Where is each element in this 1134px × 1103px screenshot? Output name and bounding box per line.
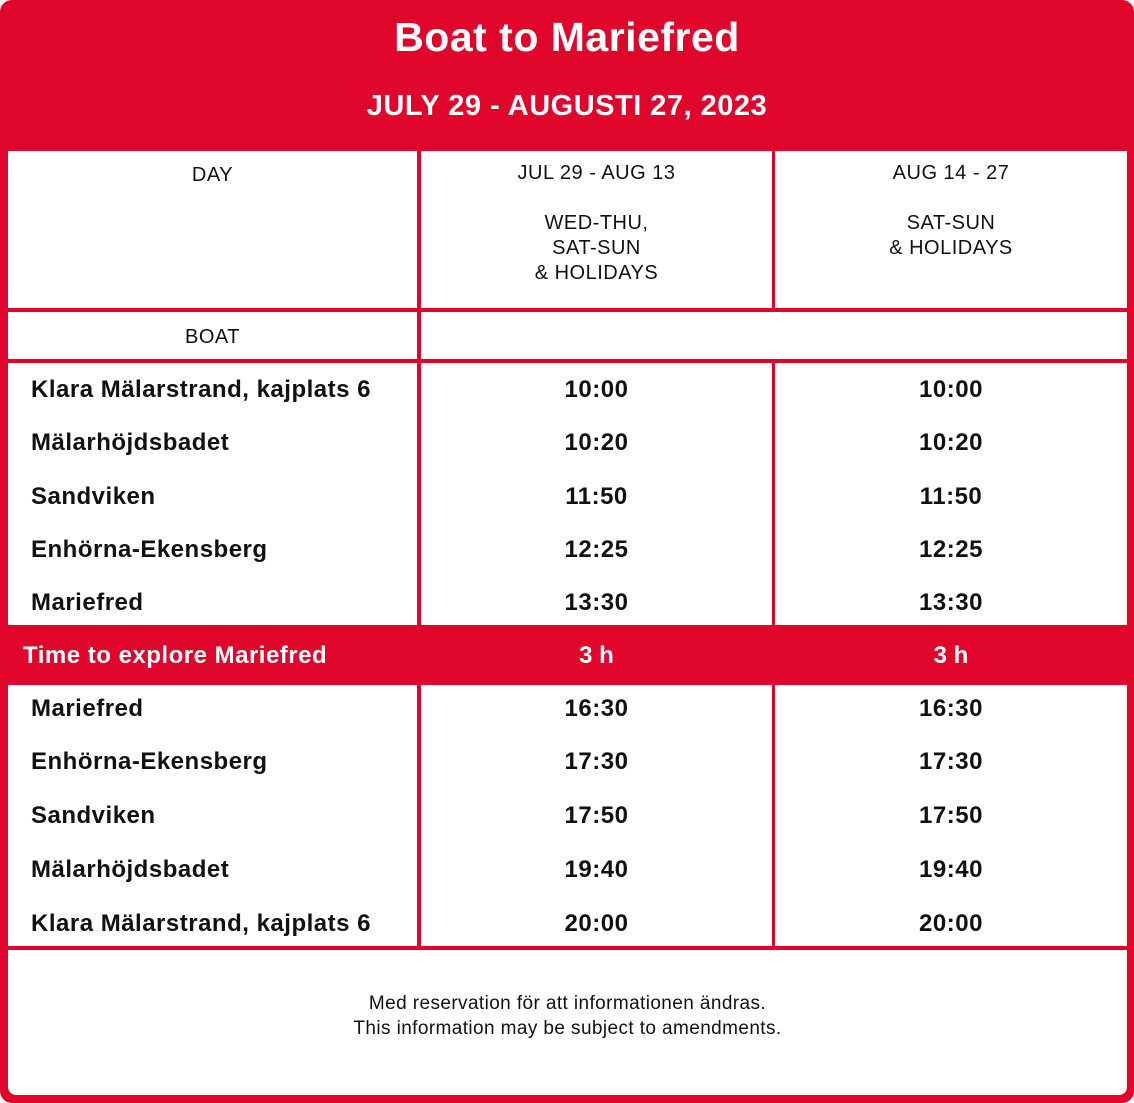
list-item: Mälarhöjdsbadet	[31, 856, 230, 883]
time-cell: 13:30	[564, 589, 629, 616]
time-cell: 13:30	[919, 589, 983, 616]
list-item: Mariefred	[31, 695, 144, 722]
column-1-header	[421, 151, 772, 308]
footer-note-box	[8, 950, 1127, 1095]
list-item: Sandviken	[31, 483, 156, 510]
time-cell: 10:20	[919, 429, 983, 456]
column-2-header	[775, 151, 1127, 308]
return-stops-cell	[8, 685, 417, 946]
column-2-range: AUG 14 - 27	[892, 162, 1010, 184]
disclaimer-swedish: Med reservation för att informationen ändras.	[368, 993, 767, 1014]
explore-duration-col-1: 3 h	[579, 642, 614, 669]
day-header-cell	[8, 151, 417, 308]
list-item: Enhörna-Ekensberg	[31, 536, 268, 563]
time-cell: 17:50	[919, 802, 983, 829]
date-range-subtitle: JULY 29 - AUGUSTI 27, 2023	[366, 90, 768, 122]
boat-label-cell	[8, 312, 417, 359]
page-title: Boat to Mariefred	[394, 14, 740, 60]
time-cell: 12:25	[919, 536, 983, 563]
time-cell: 17:50	[564, 802, 629, 829]
return-times-col-2	[775, 685, 1127, 946]
time-cell: 20:00	[564, 910, 629, 937]
return-times-col-1	[421, 685, 772, 946]
list-item: Sandviken	[31, 802, 156, 829]
column-1-days-line-3: & HOLIDAYS	[534, 262, 659, 284]
time-cell: 17:30	[919, 748, 983, 775]
time-cell: 17:30	[564, 748, 629, 775]
time-cell: 10:20	[564, 429, 629, 456]
column-2-days-line-1: SAT-SUN	[906, 212, 996, 234]
list-item: Klara Mälarstrand, kajplats 6	[31, 910, 371, 937]
column-2-days-line-2: & HOLIDAYS	[889, 237, 1013, 259]
time-cell: 19:40	[919, 856, 983, 883]
explore-label: Time to explore Mariefred	[23, 642, 328, 669]
list-item: Klara Mälarstrand, kajplats 6	[31, 376, 371, 403]
time-cell: 16:30	[919, 695, 983, 722]
time-cell: 16:30	[564, 695, 629, 722]
time-cell: 20:00	[919, 910, 983, 937]
disclaimer-english: This information may be subject to amendments.	[353, 1018, 782, 1039]
time-cell: 10:00	[919, 376, 983, 403]
time-cell: 12:25	[564, 536, 629, 563]
boat-label: BOAT	[185, 326, 240, 348]
explore-row	[8, 628, 1127, 682]
explore-duration-col-2: 3 h	[933, 642, 969, 669]
boat-value-cell	[421, 312, 1127, 359]
outbound-stops-cell	[8, 363, 417, 625]
day-label: DAY	[191, 164, 234, 186]
column-1-days-line-1: WED-THU,	[544, 212, 649, 234]
list-item: Mälarhöjdsbadet	[31, 429, 230, 456]
outbound-times-col-2	[775, 363, 1127, 625]
column-1-range: JUL 29 - AUG 13	[517, 162, 676, 184]
time-cell: 11:50	[565, 483, 628, 510]
time-cell: 19:40	[564, 856, 629, 883]
list-item: Enhörna-Ekensberg	[31, 748, 268, 775]
list-item: Mariefred	[31, 589, 144, 616]
time-cell: 10:00	[564, 376, 629, 403]
outbound-times-col-1	[421, 363, 772, 625]
time-cell: 11:50	[919, 483, 983, 510]
column-1-days-line-2: SAT-SUN	[552, 237, 641, 259]
